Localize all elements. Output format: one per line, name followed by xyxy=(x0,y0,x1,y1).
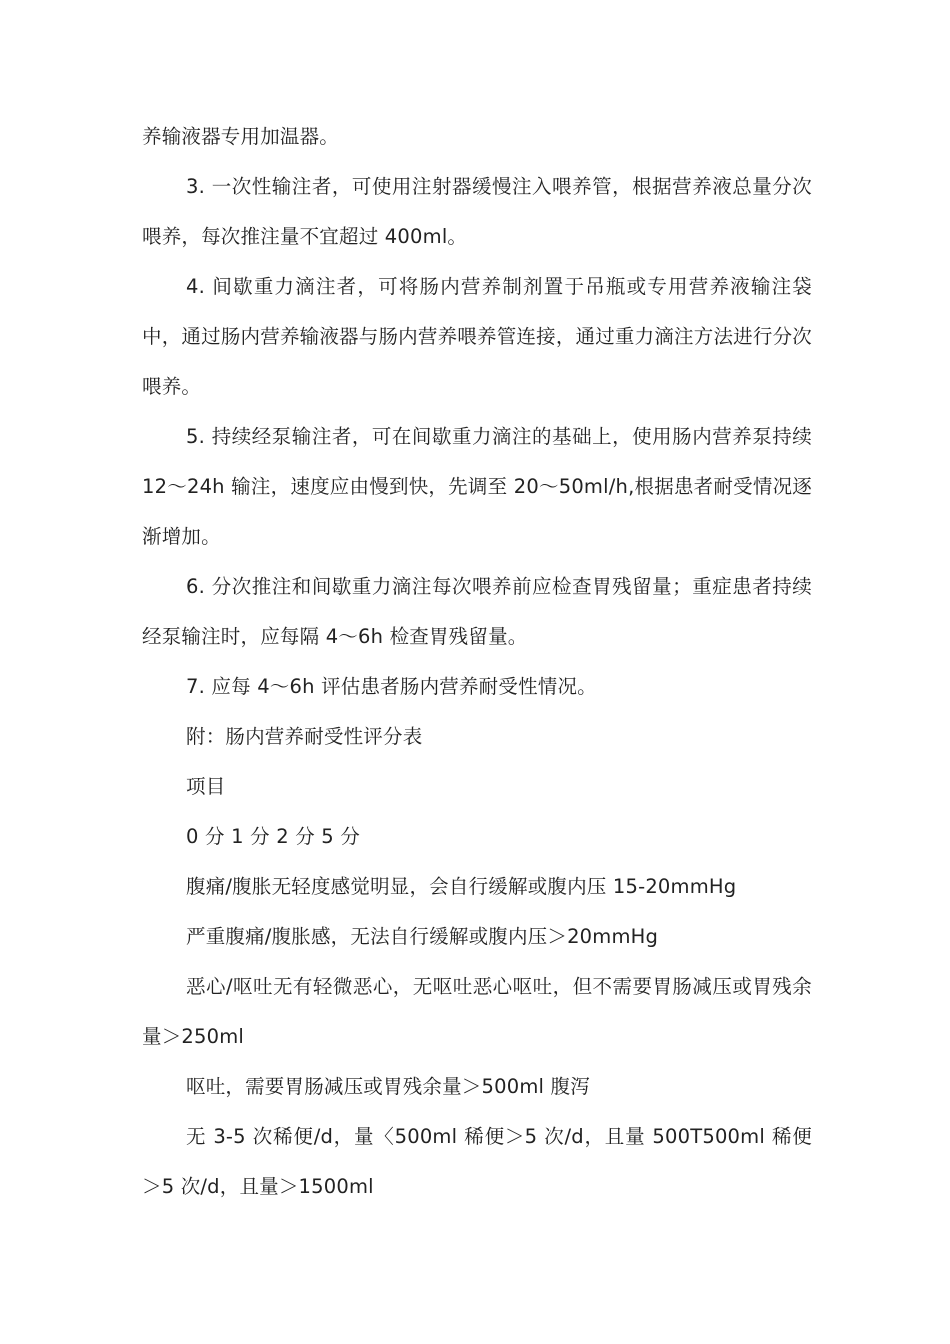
paragraph-item-7: 7. 应每 4〜6h 评估患者肠内营养耐受性情况。 xyxy=(186,675,597,698)
table-row-diarrhea: 无 3-5 次稀便/d，量〈500ml 稀便＞5 次/d，且量 500T500ml 稀便＞5 次/d，且量＞1500ml xyxy=(142,1125,812,1198)
document-body xyxy=(142,112,812,1212)
table-row-abdominal-pain-severe: 严重腹痛/腹胀感，无法自行缓解或腹内压＞20mmHg xyxy=(186,925,659,948)
paragraph-item-6: 6. 分次推注和间歇重力滴注每次喂养前应检查胃残留量；重症患者持续经泵输注时，应每隔 4〜6h 检查胃残留量。 xyxy=(142,575,812,648)
table-header-scores: 0 分 1 分 2 分 5 分 xyxy=(186,825,361,848)
paragraph-item-3: 3. 一次性输注者，可使用注射器缓慢注入喂养管，根据营养液总量分次喂养，每次推注量不宜超过 400ml。 xyxy=(142,175,812,248)
table-header-item: 项目 xyxy=(186,775,226,798)
paragraph-item-5: 5. 持续经泵输注者，可在间歇重力滴注的基础上，使用肠内营养泵持续 12〜24h 输注，速度应由慢到快，先调至 20〜50ml/h,根据患者耐受情况逐渐增加。 xyxy=(142,425,812,548)
table-row-abdominal-pain: 腹痛/腹胀无轻度感觉明显，会自行缓解或腹内压 15-20mmHg xyxy=(186,875,737,898)
table-row-vomiting: 呕吐，需要胃肠减压或胃残余量＞500ml 腹泻 xyxy=(186,1075,590,1098)
appendix-title: 附：肠内营养耐受性评分表 xyxy=(186,725,423,748)
paragraph-continuation: 养输液器专用加温器。 xyxy=(142,125,340,148)
paragraph-item-4: 4. 间歇重力滴注者，可将肠内营养制剂置于吊瓶或专用营养液输注袋中，通过肠内营养输液器与肠内营养喂养管连接，通过重力滴注方法进行分次喂养。 xyxy=(142,275,812,398)
table-row-nausea: 恶心/呕吐无有轻微恶心，无呕吐恶心呕吐，但不需要胃肠减压或胃残余量＞250ml xyxy=(142,975,812,1048)
